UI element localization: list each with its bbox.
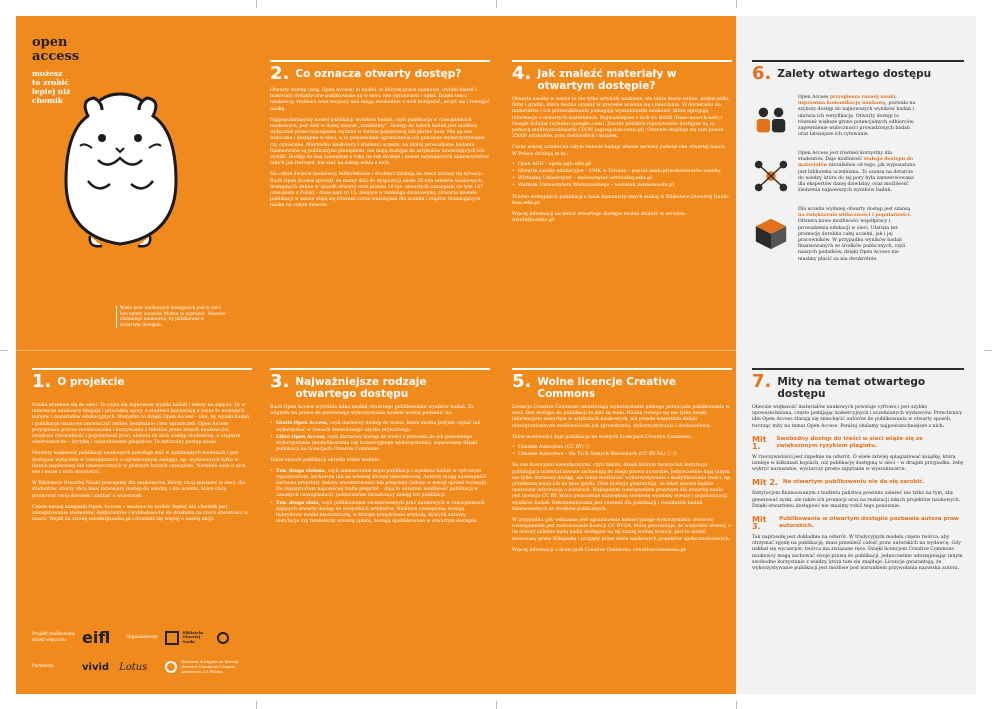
section-heading: Wolne licencje Creative Commons <box>537 376 676 400</box>
service-link[interactable]: portal.umk.pl/web/otwarte-zasoby <box>631 169 721 175</box>
crop-mark <box>0 350 8 351</box>
text-run: Dla uczelni wydanej otwarty dostęp jest szansą <box>798 207 911 212</box>
fold-line <box>16 350 976 351</box>
text-run: Więcej informacji o licencjach Creative Commons: <box>512 547 634 553</box>
scholar-link[interactable]: scholar.google.com <box>551 121 603 127</box>
highlight: Open Access – możesz to zrobić lepiej niż chomik <box>88 504 218 510</box>
section-title <box>512 373 732 400</box>
section-number: 7. <box>752 371 772 392</box>
base-link[interactable]: base-search.net <box>675 115 718 121</box>
section-title <box>512 65 732 92</box>
section-5 <box>512 368 732 554</box>
text-run: Trudno dostępnych publikacji z nauk humanistycznych szukaj w Bibliotece Otwartej Nauki: <box>512 194 730 200</box>
eifl-logo: eifl <box>82 628 111 647</box>
section-number: 5. <box>512 371 532 392</box>
section-number: 1. <box>32 371 52 392</box>
section-number: 4. <box>512 63 532 84</box>
logo-subtitle-line: chomik <box>32 96 64 105</box>
section-heading: O projekcie <box>57 376 125 388</box>
paragraph: Coraz więcej uczelni na całym świecie buduje własne serwisy poświęcone otwartej nauce. W Polsce działają m.in.: <box>512 145 726 157</box>
advantage-students <box>752 151 964 195</box>
title-rule <box>752 60 964 62</box>
paragraph: W przypadku gdy wskazane jest ograniczenie komercyjnego wykorzystania utworów, rozwiązaniem jest zastosowanie licencji CC BY-SA, która gwarantuje, że wszystkie utwory, o ile otwory zależne będą nadal dostępne na tej samej wolnej licencji. Jest to model stosowany przez Wikipedię i przyjęty przez wiele naukowych projektów społecznościowych. <box>512 518 731 542</box>
partners-label: Partnerzy: <box>32 664 55 670</box>
highlight: stałego dostępu do materiałów <box>798 157 914 169</box>
highlight: na zwiększenie widoczności i popularności. <box>798 213 912 219</box>
section-heading: Najważniejsze rodzaje otwartego dostępu <box>295 376 427 400</box>
list-item <box>512 183 732 189</box>
paragraph <box>512 548 732 554</box>
section-heading: Mity na temat otwartego dostępu <box>777 376 926 400</box>
section-number: 2. <box>270 63 290 84</box>
bon-logo-icon <box>165 631 179 645</box>
paragraph: Także sposób publikacji określa różne modele: <box>270 458 381 464</box>
uwolnijnauke-link[interactable]: uwolnijnauke.pl <box>512 218 555 224</box>
text-run: pozwala na szybszy dostęp do najnowszych wyników badań i ułatwia ich weryfikację. Otwarty dostęp to również większe grono potencjalnych odbiorców, zapewnienie widoczności prowadzonych badań oraz łatwiejsze ich cytowanie. <box>798 101 916 138</box>
text-run: Otwiera nowe możliwości współpracy i prowadzenia edukacji w sieci. Ułatwia też promocję dorobku całej uczelni, jak i jej pracowników. W przypadku wyników badań finansowanych ze środków publicznych, czyli naszych podatków, dzięki Open Access nie musimy płacić za nie dwukrotnie. <box>798 219 906 262</box>
paragraph <box>512 195 732 207</box>
text-run: ) i Google Scholar ( <box>512 115 722 127</box>
cc-link[interactable]: creativecommons.pl <box>633 547 686 553</box>
paragraph: Obecnie większość materiałów naukowych powstaje cyfrowo i jest szybko upowszechniana, często pomijając komercyjnych i uczelnianych wydawców. Przeciwnicy idei Open Access starają się zniechęcić autorów do publikowania w otwarty sposób, tworząc mity na temat Open Access. Poniżej obalamy najpowszechniejsze z nich: <box>752 405 963 429</box>
support-label: Projekt realizowany dzięki wsparciu: <box>32 632 76 643</box>
text-run: Waźniak Uniwersytetu Warszawskiego – <box>518 183 615 189</box>
highlight: przyspiesza rozwój nauki, usprawnia komunikację naukową, <box>798 95 897 107</box>
list-item <box>270 421 490 433</box>
term: Libre Open Access, <box>276 434 327 440</box>
ceon-link[interactable]: agregator.ceon.pl <box>596 128 643 134</box>
myth-1-heading <box>752 436 964 450</box>
text-run: czyli umieszczanie kopii publikacji i wyników badań w cyfrowym repozytorium, archiwum lub na własnej stronie internetowej. Autorzy mogą udostępniać zarówno preprinty (teksty zrecenzowane) lub preprinty (teksty w wersji sprzed recenzji). Do repozytorium najczęściej trafia preprint – dają to autorom możliwość publikacji w uznanych czasopismach, jednocześnie świadczący zasięg ich publikacji. <box>276 468 488 499</box>
myth-title: Swobodny dostęp do treści w sieci wiąże się ze zwiększonym ryzykiem plagiatu. <box>776 435 923 449</box>
section-7 <box>752 368 964 572</box>
text-run: jest zainspirowanie studentów, doktorantów i wykładowców do działania na rzecz otwartości w nauce. Wejdź na stronę <box>32 504 248 523</box>
box-icon <box>752 213 790 251</box>
network-icon <box>752 157 790 195</box>
list-item <box>512 176 732 182</box>
myth-number: Mit 1. <box>752 434 767 451</box>
crop-mark <box>736 701 737 709</box>
crop-mark <box>496 701 497 709</box>
paragraph: Licencje Creative Commons umożliwiają wykorzystanie pełnego potencjału publikowania w sieci. Bez dostępu do publikacji to dziś za mało. Nauka rozwija się nie tylko dzięki informacjom zawartym w artykułach naukowych, ale przede wszystkim dzięki niezograniczonym możliwościom ich sprawdzania, wykorzystywania i doskonalenia. <box>512 405 730 429</box>
paragraph <box>798 151 918 195</box>
list-item <box>512 162 732 168</box>
paragraph: Najpopularniejszy model publikacji wyników badań, czyli publikacja w czasopismach naukowych, jest dziś w dużej mierze „zamknięty”. Dostęp do takich badań jest możliwy wyłącznie przez czasopisma wydane w formie papierowej lub płatne bazy. Nie są one widoczne i dostępne w sieci, a to powszechne ograniczenia ich ponowne wykorzystywanie czy cytowanie. Nierzadko naukowcy i studenci uczelni, na której prowadzone badania finansowane są publicznymi pieniędzmi, nie mają dostępu do artykułów zawierających ich wyniki. Dostęp do baz czasopism z roku na rok drożeje i nawet największych uniwersytetów, takich jak Harvard, nie stać na zakup wielu z nich. <box>270 117 490 167</box>
section-6 <box>752 60 964 263</box>
logo-title-line-1: open <box>32 35 68 50</box>
paragraph: Są one licencjami niewyłącznymi, czyli takimi, dzięki którym twórca lub instytucja publikująca materiał zawsze zachowują do niego prawa autorskie. Jednocześnie dają innym nie tylko darmowy dostęp, ale także możliwość wykorzystywania i modyfikowania treści, np. przetłumaczenia ich na inne języki. Obie licencje gwarantują, że tekst zawsze będzie opatrzony informacją o autorach. Najlepszym rozwiązaniem prawnym dla otwartej nauki jest licencja CC BY, która gwarantuje największą swobodę wymiany wiedzy i popularyzacji wyników badań. Rekomendowana jest również dla publikacji i rezultatów badań finansowanych ze środków publicznych. <box>512 463 732 512</box>
paragraph: W Bibliotece Otwartej Nauki pracujemy dla naukowców, którzy chcą zaistnieć w sieci, dla studentów, którzy chcą mieć łatwiejszy dostęp do wiedzy, i dla uczelni, które chcą promować swój dorobek i zadbać o wizerunek. <box>32 481 246 499</box>
text-run: Więcej informacji na temat otwartego dostępu można znaleźć w serwisie – <box>512 212 689 218</box>
paragraph: Takie możliwości daje publikacja na wolnych licencjach Creative Commons: <box>512 434 692 440</box>
text-run: ). Obecnie znajduje się tam ponad 25000 artykułów, prac doktorskich i książek. <box>512 128 724 140</box>
paragraph: Instytucjom finansowanym z budżetu państwa powinno zależeć nie tylko na tym, aby generować zyski, ale także ich promocji oraz na realizacji takich projektów naukowych. Dzięki otwartemu dostępowi nie musimy robić tego ponownie. <box>752 491 961 509</box>
lotus-logo: Lotus <box>119 661 148 673</box>
logo-subtitle-line: lepiej niż <box>32 87 71 96</box>
hamster-caption: Wiele prac naukowych dostępnych jest w sieci bez opłaty autorów. Można to zaprawić. Nawetw chłonnego naukowca, by publikował w otwartym dostępie. <box>116 306 226 328</box>
myth-2-heading <box>752 479 964 486</box>
bon-link[interactable]: bon.edu.pl <box>512 200 540 206</box>
model-list <box>270 421 490 453</box>
title-rule <box>270 368 490 370</box>
text-run: Otwarte zasoby edukacyjne – UMK w Toruniu – <box>518 169 632 175</box>
crop-mark <box>496 0 497 8</box>
title-rule <box>512 60 732 62</box>
paragraph: Otwarty dostęp (ang. Open Access) to model, w którym prace naukowe, wyniki badań i materiały dydaktyczne publikowane są w sieci, bez ograniczeń i opłat. Dzięki temu naukowcy, studenci oraz wszyscy inni mogą swobodnie z nich korzystać, uczyć się i rozwijać naukę. <box>270 88 490 112</box>
paragraph: Nauka przenosi się do sieci. To czyta się najnowsze wyniki badań i teksty na zajęcia. To w internecie naukowcy blogują i prowadzą spory, a studenci korzystają z coraz to nowszych kursów i materiałów edukacyjnych. Wszystko to dzięki Open Access – idei, by wyniki badań i publikacje naukowe umieszczać online, bezpłatnie i bez ograniczeń. Open Access przyspiesza proces recenzowania i korzystania z tekstów przez innych naukowców, zwiększa cytowalność i popularność prac, ułatwia do nich dostęp studentom, a czujnym obserwatorom – krytykę i wyszukiwanie plagiatów. To naturalny postęp nauki. <box>32 403 250 446</box>
license-list <box>512 445 732 458</box>
section-title <box>752 373 964 400</box>
section-number: 3. <box>270 371 290 392</box>
section-3 <box>270 368 490 525</box>
paragraph: Tak naprawdę jest dokładnie na odwrót. W tradycyjnym modelu często twórca, aby otrzymać zgodę na publikację, musi przenieść całość praw autorskich na wydawcę. Gdy nakład się wyczerpie, twórca ma związane ręce. Dzięki licencjom Creative Commons naukowcy mogą zachować swoje prawa do publikacji, jednocześnie udostępniając innym swobodne korzystanie z wiedzy, która tam się znajduje. Licencje gwarantują, że wykorzystywanie publikacji jest możliwe pod warunkiem przywołania nazwiska autora. <box>752 535 963 572</box>
paragraph: W rzeczywistości jest zupełnie na odwrót. O wiele łatwiej splagiatować książkę, która istnieje w kilkunast kopiach, niż publikację dostępną w sieci – w drugim przypadku, żeby wykryć naruszenie, wystarczy proste zapytanie w wyszukiwarce. <box>752 454 964 473</box>
cc-icon <box>217 632 229 644</box>
section-2 <box>270 60 490 210</box>
footer-support <box>32 628 229 647</box>
list-item <box>270 469 490 500</box>
paragraph: Na całym świecie naukowcy, bibliotekarze i studenci działają na rzecz zmiany tej sytuacji. Ruch Open Access sprawił, że mamy dziś do dyspozycji około 50 mln tekstów naukowych, dostępnych online w sposób otwarty oraz prawie 10 tys. otwartych czasopism (w tym 157 czasopism z Polski – dane nam to 15. miejsce w rankingu światowym). Otwarte modele publikacji w nauce stają się również coraz ważniejsze dla uczelni i rządów finansujących naukę na całym świecie. <box>270 172 484 209</box>
text-run: Otwarte zasoby w nauce to nie tylko artykuły naukowe, ale także kursy online, podręczniki, filmy i grafiki, które można używać w procesie uczenia się i nauczania. W docieraniu do materiałów i ich przeszukiwaniu pomagają wyszukiwarki naukowe, które agregują informacje o otwartych materiałach. Najważniejsze z nich to: BASE ( <box>512 97 730 121</box>
text-run: czyli darmowy dostęp do treści, które można jedynie czytać lub wykorzystać w ramach dozwolonego użytku prywatnego. <box>276 421 481 433</box>
section-number: 6. <box>752 63 772 84</box>
license-text: Broszura dostępna na licencji Creative Commons Uznanie Autorstwa 3.0 Polska. <box>181 659 239 674</box>
list-item: • Uznanie Autorstwa – Na Tych Samych Warunkach (CC BY-SA) ⓘ ⓢ <box>512 452 732 458</box>
text-run: czyli darmowy dostęp do treści z prawami do ich ponownego wykorzystania (modyfikowania czy komercyjnego wykorzystania), zapewniany dzięki publikacji na licencjach Creative Commons. <box>276 434 478 453</box>
title-rule <box>752 368 964 370</box>
researchers-icon <box>752 101 790 139</box>
uwolnijnauke-link[interactable]: uwolnijnauke.pl <box>88 517 131 523</box>
paragraph <box>512 212 732 224</box>
section-title <box>32 373 252 391</box>
vivid-logo: vivid <box>82 661 110 673</box>
list-item <box>270 435 490 454</box>
text-run: Open AGH – <box>518 161 549 167</box>
hamster-illustration <box>58 86 183 256</box>
list-item <box>270 501 490 526</box>
crop-mark <box>256 0 257 8</box>
section-heading: Co oznacza otwarty dostęp? <box>295 68 462 80</box>
paragraph: Ruch Open Access wyróżnia kilka modeli otwartego publikowania wyników badań. Ze względu na prawa do ponownego wykorzystania modele można podzielić na: <box>270 405 474 417</box>
route-list <box>270 469 490 526</box>
service-link[interactable]: open.agh.edu.pl <box>548 161 591 167</box>
section-4 <box>512 60 732 224</box>
footer-partners <box>32 660 251 674</box>
services-list <box>512 162 732 190</box>
paragraph <box>798 207 918 263</box>
myth-number: Mit 3. <box>752 515 767 532</box>
section-1 <box>32 368 252 523</box>
section-heading: Jak znaleźć materiały w otwartym dostępie? <box>537 68 677 92</box>
paragraph: Niestety większość publikacji naukowych powstaje dziś w zamkniętych modelach i jest dostępna wyłącznie w czasopismach o ograniczonym zasięgu, np. wydawanych tylko w formie papierowej lub umieszczanych w płatnych bazach czasopism. Niewiele osób o nich wie i może z nich skorzystać. <box>32 451 246 476</box>
section-title <box>270 65 490 83</box>
logo-title-line-2: access <box>32 49 80 64</box>
organizer-logo: Biblioteka Otwartej Nauki <box>182 630 204 644</box>
title-rule <box>270 60 490 62</box>
logo-subtitle-line: możesz <box>32 69 63 78</box>
section-title <box>752 65 964 83</box>
text-run: Wirtualny Uniwersytet – <box>518 176 578 182</box>
crop-mark <box>256 701 257 709</box>
text-run: Celem naszej kampanii <box>32 504 89 510</box>
organizer-label: Organizatorzy: <box>126 635 159 640</box>
list-item: • Uznanie Autorstwa (CC BY) ⓘ <box>512 445 732 451</box>
text-run: Open Access jest również korzystny dla studentów. Daje możliwość <box>798 151 892 163</box>
crop-mark <box>736 0 737 8</box>
crop-mark <box>984 350 992 351</box>
term: Tzw. droga złota, <box>276 500 321 506</box>
list-item <box>512 169 732 175</box>
logo-subtitle-line: to zrobić <box>32 78 69 87</box>
text-run: Open Access <box>798 95 830 100</box>
text-run: niezależnie od tego, jak wyposażona jest biblioteka uczelniana. To szansa na dotarcie do wiedzy, która do tej pory była zarezerwowana dla ekspertów danej dziedziny, oraz możliwość śledzenia najnowszych wyników badań. <box>798 163 916 194</box>
service-link[interactable]: uniwersytet-wirtualny.edu.pl <box>577 176 653 182</box>
title-rule <box>512 368 732 370</box>
myth-title: Publikowanie w otwartym dostępie pozbawia autora praw autorskich. <box>779 516 959 530</box>
paragraph <box>512 97 732 140</box>
paragraph <box>32 505 252 524</box>
section-heading: Zalety otwartego dostępu <box>777 68 932 80</box>
cc-license-icon <box>165 661 177 673</box>
advantage-universities <box>752 207 964 263</box>
text-run: i dowiedz się więcej o naszej akcji. <box>130 517 215 523</box>
title-rule <box>32 368 252 370</box>
term: Gratis Open Access, <box>276 421 329 427</box>
text-run: ). Zasoby polskich repozytoriów dostępne są za pomocą multiwyszukiwarki CEON ( <box>512 121 715 134</box>
service-link[interactable]: wazniak.mimuw.edu.pl <box>614 183 675 189</box>
myth-3-heading <box>752 516 964 530</box>
term: Tzw. droga zielona, <box>276 468 327 474</box>
myth-title: Na otwartym publikowaniu nie da się zarobić. <box>782 479 925 486</box>
paragraph <box>798 95 918 139</box>
advantage-researchers <box>752 95 964 139</box>
text-run: czyli publikowanie recenzowanych prac naukowych w czasopismach dających otwarty dostęp do wszystkich artykułów. Niektóre czasopisma stosują hybrydowy model ekonomiczny, w którym przejściowe artykuły, których autorzy, instytucje czy fundatorzy wnoszą opłatę, zostają opublikowane w otwartym dostępie. <box>276 500 485 525</box>
section-title <box>270 373 490 400</box>
myth-number: Mit 2. <box>752 478 778 488</box>
